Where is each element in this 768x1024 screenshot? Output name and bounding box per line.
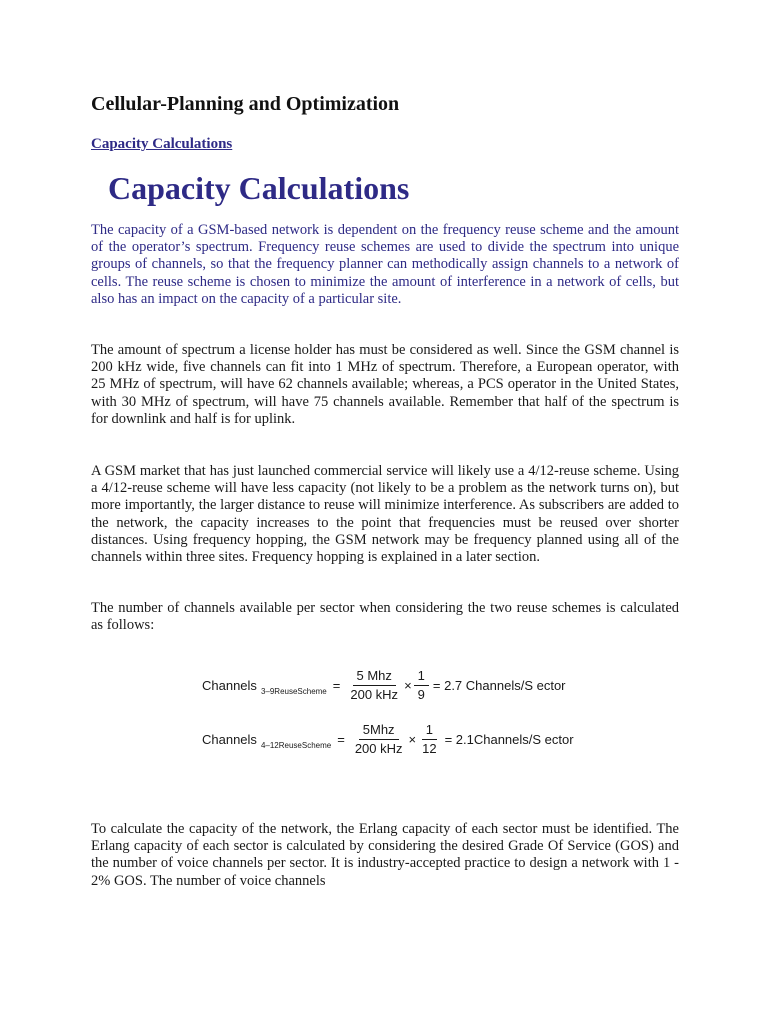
fraction-denominator: 12 bbox=[422, 741, 437, 756]
equation-equals: = bbox=[332, 678, 341, 693]
spectrum-fraction bbox=[346, 668, 402, 703]
equation-equals: = bbox=[337, 732, 345, 747]
document-title: Cellular-Planning and Optimization bbox=[91, 93, 400, 115]
paragraph-reuse-scheme: The capacity of a GSM-based network is dependent on the frequency reuse scheme and the amount of the operator’s spectrum. Frequency reuse schemes are used to divide the spectrum into unique groups of channels, so that the frequency planner can methodically assign channels to a network of cells. The reuse scheme is chosen to minimize the amount of interference in a network of cells, but also has an impact on the capacity of a particular site. bbox=[91, 222, 679, 307]
equation-label: Channels bbox=[202, 678, 257, 693]
paragraph-erlang-capacity: To calculate the capacity of the network, the Erlang capacity of each sector must be identified. The Erlang capacity of each sector is calculated by considering the desired Grade Of Service (GOS) and the number of voice channels per sector. It is industry-accepted practice to design a network with 1 - 2% GOS. The number of voice channels bbox=[91, 821, 679, 889]
paragraph-spectrum: The amount of spectrum a license holder has must be considered as well. Since the GSM channel is 200 kHz wide, five channels can fit into 1 MHz of spectrum. Therefore, a European operator, with 25 MHz of spectrum, will have 62 channels available; whereas, a PCS operator in the United States, with 30 MHz of spectrum, will have 75 channels available. Remember that half of the spectrum is for downlink and half is for uplink. bbox=[91, 342, 679, 427]
fraction-numerator: 1 bbox=[422, 722, 437, 740]
reuse-fraction bbox=[414, 668, 429, 703]
section-heading: Capacity Calculations bbox=[108, 170, 410, 206]
fraction-denominator: 200 kHz bbox=[350, 687, 399, 702]
paragraph-channels-intro: The number of channels available per sector when considering the two reuse schemes is calculated as follows: bbox=[91, 600, 679, 634]
multiply-sign: × bbox=[408, 732, 417, 747]
reuse-fraction bbox=[418, 722, 440, 757]
fraction-denominator: 9 bbox=[417, 687, 425, 702]
multiply-sign: × bbox=[404, 678, 412, 693]
fraction-numerator: 5Mhz bbox=[359, 722, 399, 740]
fraction-denominator: 200 kHz bbox=[354, 741, 403, 756]
fraction-numerator: 1 bbox=[414, 668, 429, 686]
equation-subscript: 4–12ReuseScheme bbox=[260, 741, 332, 750]
paragraph-market-launch: A GSM market that has just launched commercial service will likely use a 4/12-reuse scheme. Using a 4/12-reuse scheme will have less capacity (not likely to be a problem as the network turns on), but more importantly, the larger distance to reuse will minimize interference. As subscribers are added to the network, the capacity increases to the point that frequencies must be reused over shorter distances. Using frequency hopping, the GSM network may be frequency planned using all of the channels within three sites. Frequency hopping is explained in a later section. bbox=[91, 463, 679, 566]
equation-subscript: 3–9ReuseScheme bbox=[260, 687, 327, 696]
equation-result: = 2.7 Channels/S ector bbox=[432, 678, 566, 693]
fraction-numerator: 5 Mhz bbox=[353, 668, 396, 686]
equation-result: = 2.1Channels/S ector bbox=[444, 732, 574, 747]
spectrum-fraction bbox=[351, 722, 407, 757]
equation-3-9-reuse bbox=[202, 668, 566, 703]
equation-4-12-reuse bbox=[202, 722, 574, 757]
capacity-calculations-link[interactable]: Capacity Calculations bbox=[91, 136, 233, 152]
equation-label: Channels bbox=[202, 732, 257, 747]
